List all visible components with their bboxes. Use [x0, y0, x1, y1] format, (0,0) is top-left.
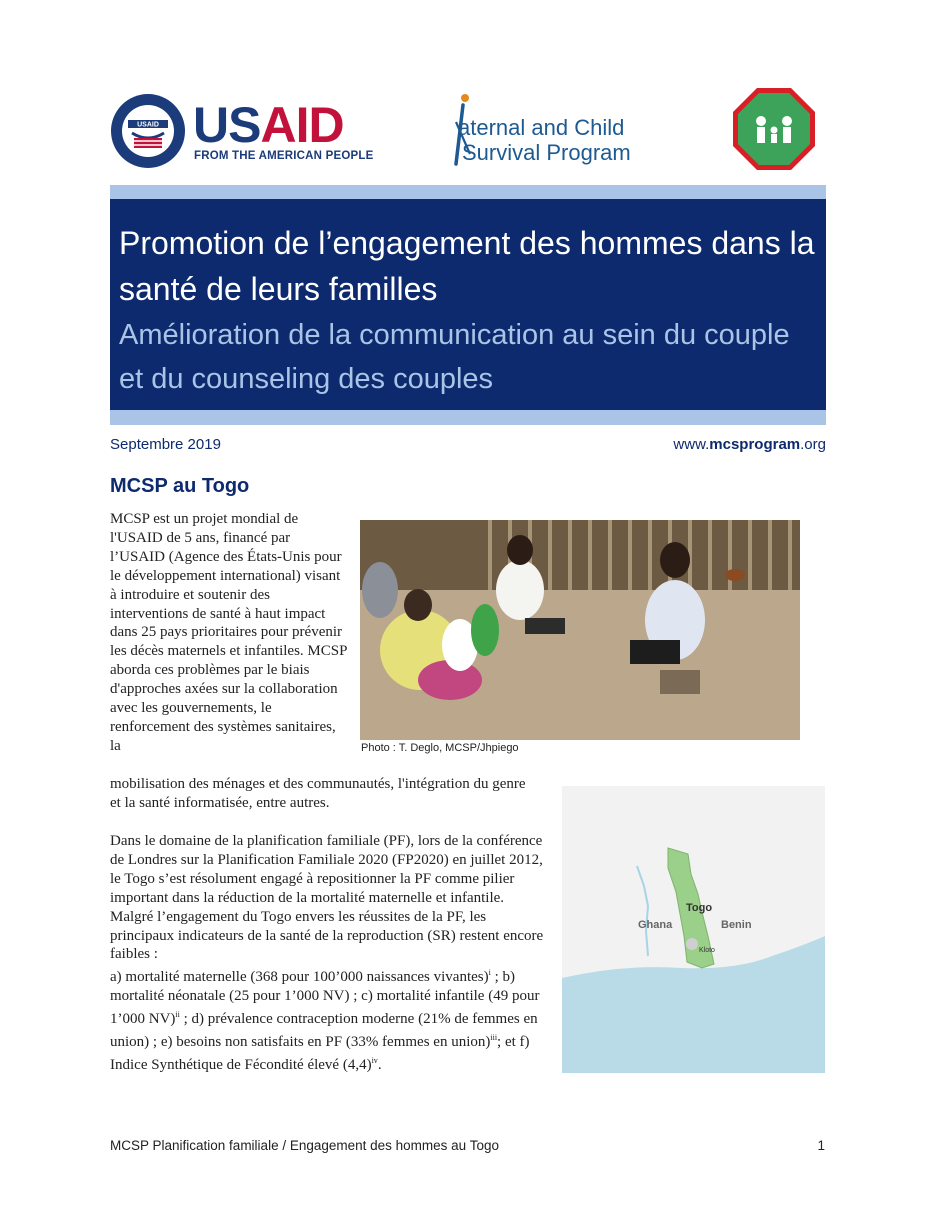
- website-link[interactable]: www.mcsprogram.org: [673, 436, 826, 453]
- banner-top-band: [110, 185, 826, 199]
- kloto-marker: [686, 938, 698, 950]
- photo-caption: Photo : T. Deglo, MCSP/Jhpiego: [361, 742, 519, 754]
- community-meeting-photo: [360, 520, 800, 740]
- mcsp-logo-line1: aternal and Child: [458, 115, 625, 140]
- usaid-tagline: FROM THE AMERICAN PEOPLE: [194, 150, 374, 162]
- map-label-benin: Benin: [721, 919, 752, 931]
- section-heading: MCSP au Togo: [110, 475, 250, 497]
- publication-date: Septembre 2019: [110, 436, 221, 453]
- page-number: 1: [817, 1138, 825, 1153]
- intro-paragraph-wrapped: MCSP est un projet mondial de l'USAID de 5 ans, financé par l’USAID (Agence des États-Unis pour le développement international) visant à introduire et soutenir des interventions de santé à haut impact dans 25 pays prioritaires pour prévenir les décès maternels et infantiles. MCSP aborda ces problèmes par le biais d'approches axées sur la collaboration avec les gouvernements, le renforcement des systèmes sanitaires, la: [110, 511, 347, 754]
- map-label-togo: Togo: [686, 902, 713, 914]
- map-label-kloto: Kloto: [699, 947, 715, 954]
- usaid-wordmark: USAID: [193, 97, 344, 153]
- footer-running-title: MCSP Planification familiale / Engagement des hommes au Togo: [110, 1138, 499, 1153]
- map-label-ghana: Ghana: [638, 919, 673, 931]
- usaid-seal-logo: [110, 93, 186, 169]
- family-planning-paragraph: Dans le domaine de la planification familiale (PF), lors de la conférence de Londres sur la Planification Familiale 2020 (FP2020) en juillet 2012, le Togo s’est résolument engagé à repositionner la PF comme pilier important dans la réduction de la mortalité maternelle et infantile. Malgré l’engagement du Togo envers les réussites de la PF, les principaux indicateurs de la santé de la reproduction (SR) restent encore faibles : a) mortalité maternelle (368 pour 100’000 naissances vivantes)$^i$ ; b) mortalité néonatale (25 pour 1’000 NV) ; c) mortalité infantile (49 pour 1’000 NV)$^{ii}$ ; d) prévalence contraception moderne (21% de femmes en union) ; e) besoins non satisfaits en PF (33% femmes en union)$^{iii}$; et f) Indice Synthétique de Fécondité élevé $(4,4)^{iv}$.: [110, 833, 544, 1073]
- mcsp-logo-line2: Survival Program: [462, 140, 631, 165]
- togo-location-map: [562, 786, 825, 1073]
- banner-bottom-band: [110, 410, 826, 425]
- seal-inner-text: USAID: [137, 121, 159, 129]
- document-subtitle: Amélioration de la communication au sein du couple et du counseling des couples: [119, 319, 790, 395]
- document-title: Promotion de l’engagement des hommes dans la santé de leurs familles: [119, 225, 815, 307]
- togo-sr-logo: [731, 86, 817, 172]
- intro-paragraph-continued: mobilisation des ménages et des communautés, l'intégration du genre et la santé informatisée, entre autres.: [110, 776, 526, 811]
